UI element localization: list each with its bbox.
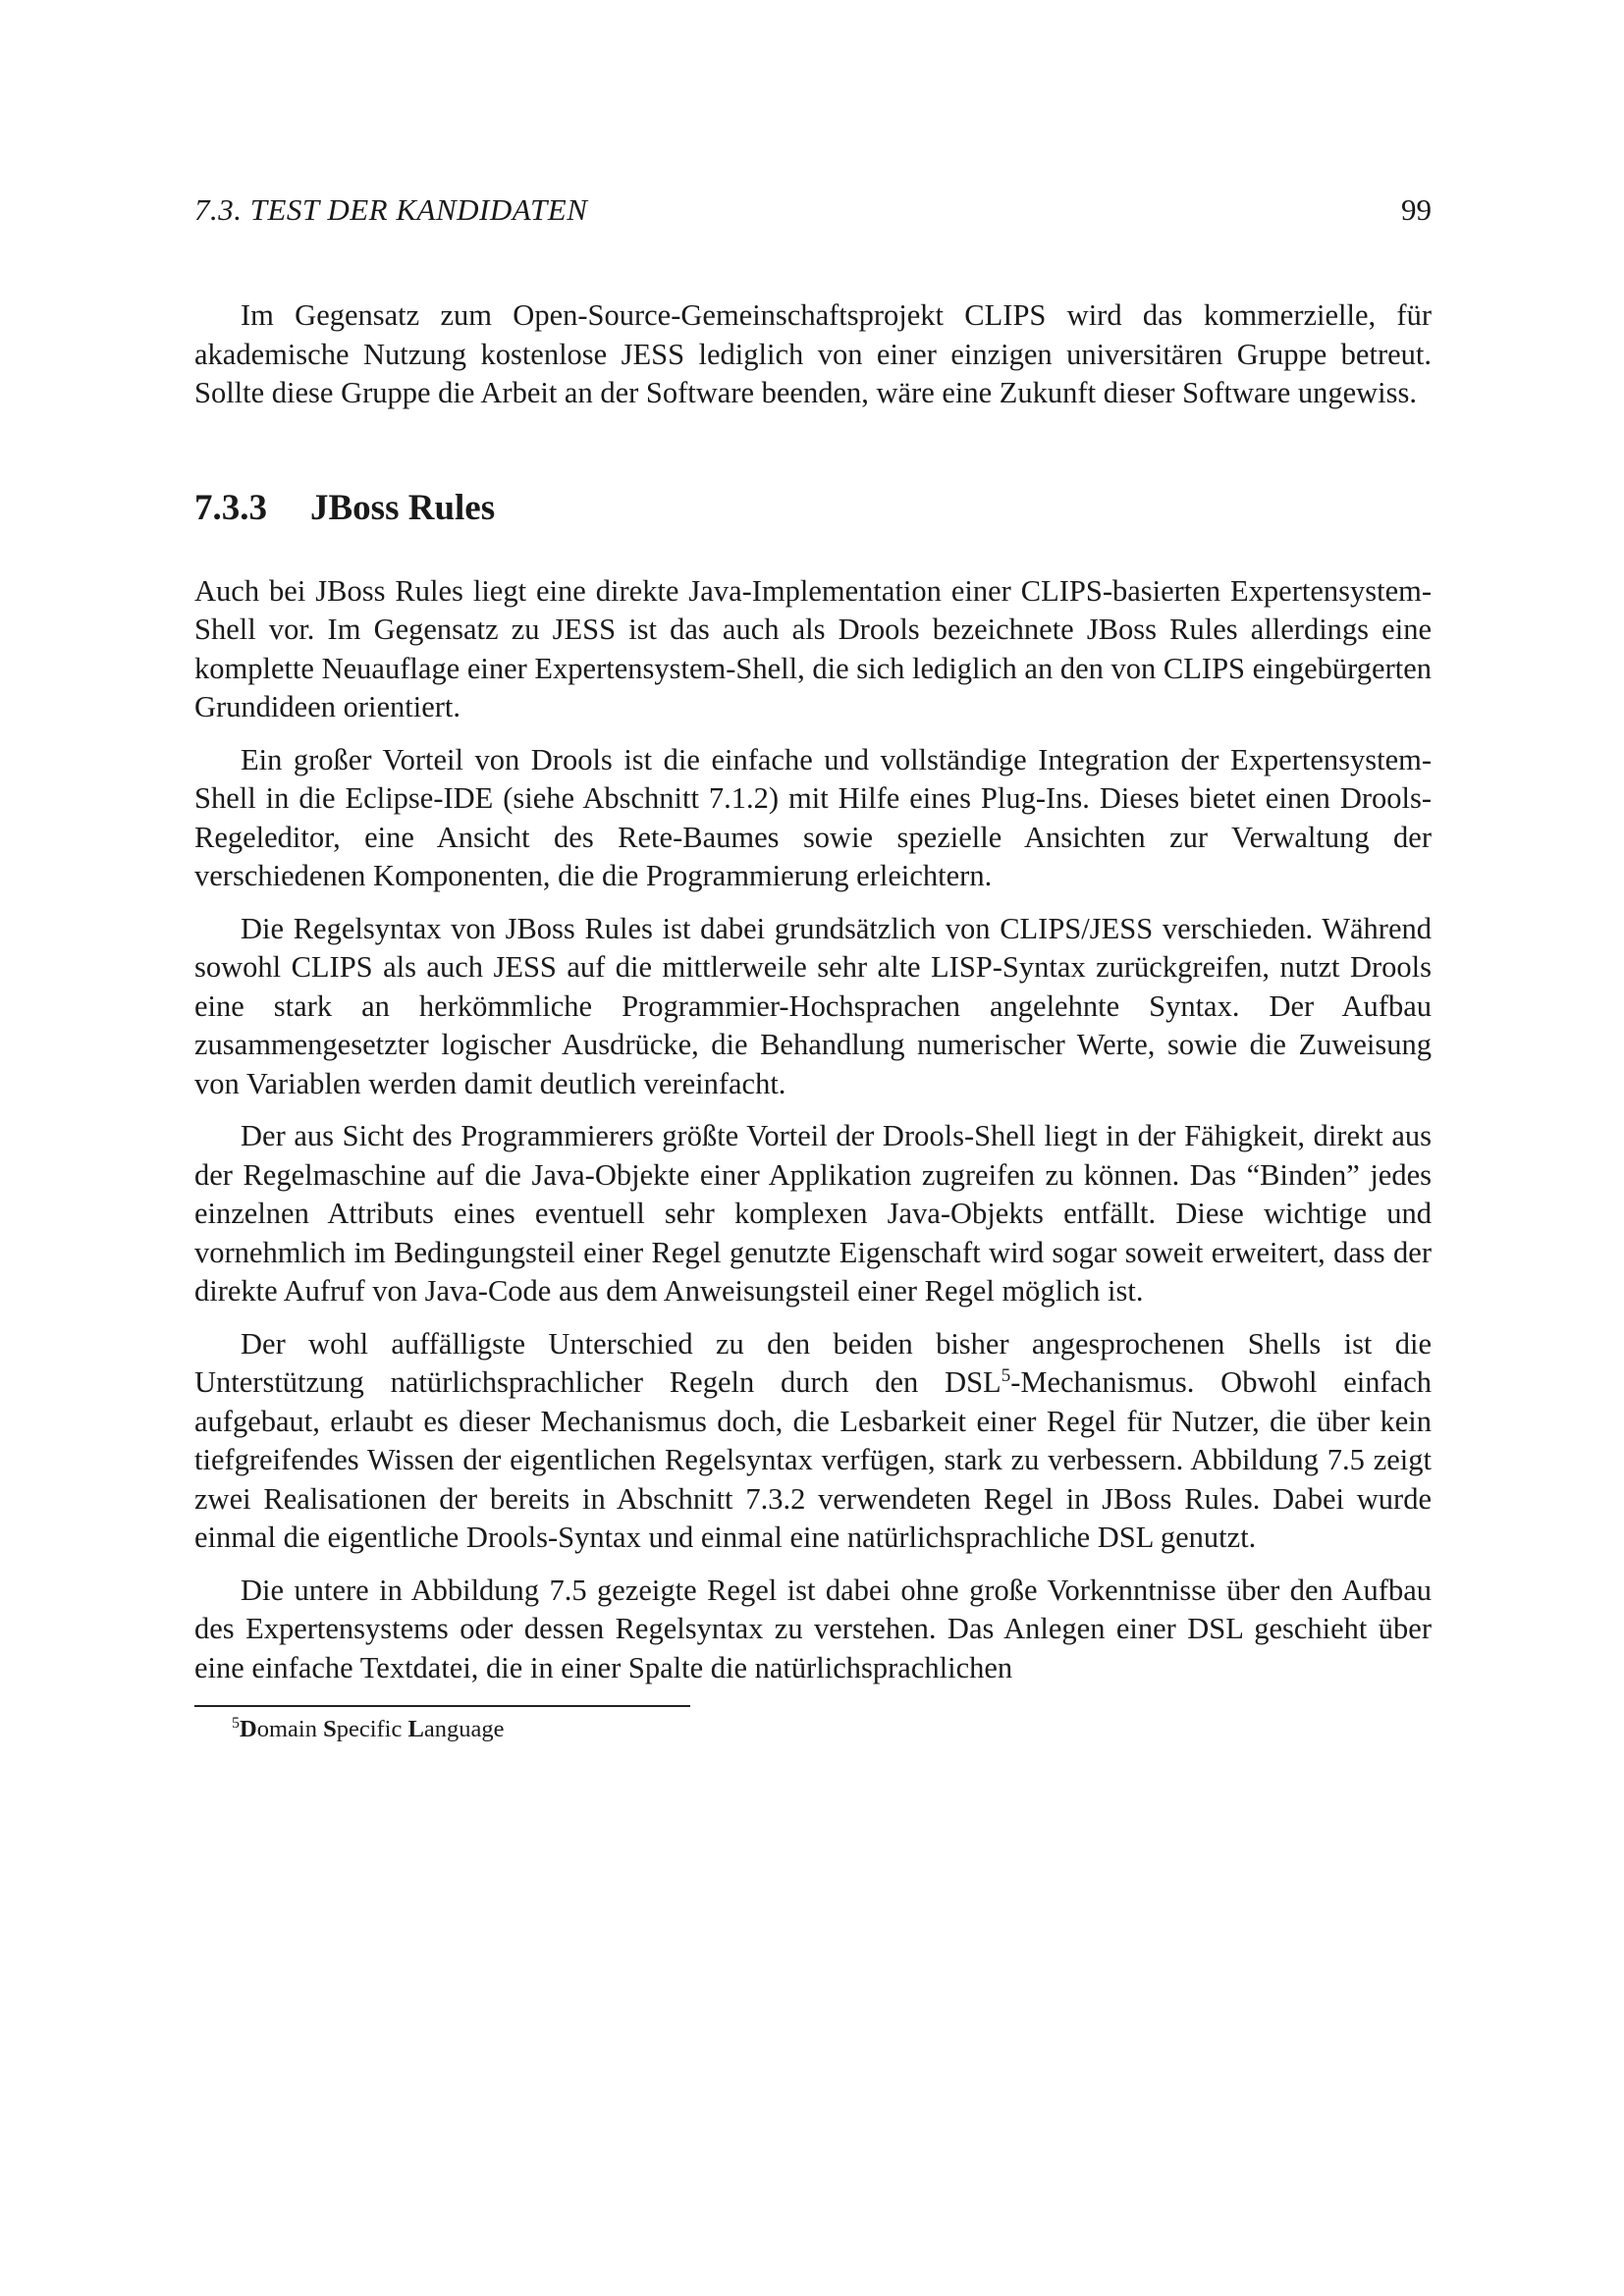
- section-title: JBoss Rules: [310, 487, 496, 528]
- dsl-text-before: Der wohl auffälligste Unterschied zu den beiden bisher angesprochenen Shells ist die Unterstützung natürlichsprachlicher Regeln durch den DSL: [194, 1326, 1432, 1399]
- dsl-text-after: -Mechanismus. Obwohl einfach aufgebaut, erlaubt es dieser Mechanismus doch, die Lesbarkeit einer Regel für Nutzer, die über kein tiefgreifendes Wissen der eigentlichen Regelsyntax verfügen, stark zu verbessern. Abbildung 7.5 zeigt zwei Realisationen der bereits in Abschnitt 7.3.2 verwendeten Regel in JBoss Rules. Dabei wurde einmal die eigentliche Drools-Syntax und einmal eine natürlichsprachliche DSL genutzt.: [194, 1365, 1432, 1554]
- paragraph-dsl: [194, 1325, 1432, 1558]
- section-number: 7.3.3: [194, 487, 267, 528]
- chapter-header-title: 7.3. TEST DER KANDIDATEN: [194, 192, 588, 227]
- paragraph-dsl-usage: Die untere in Abbildung 7.5 gezeigte Regel ist dabei ohne große Vorkenntnisse über den Aufbau des Expertensystems oder dessen Regelsyntax zu verstehen. Das Anlegen einer DSL geschieht über eine einfache Textdatei, die in einer Spalte die natürlichsprachlichen: [194, 1573, 1432, 1684]
- paragraph-drools-advantage: Ein großer Vorteil von Drools ist die einfache und vollständige Integration der Expertensystem-Shell in die Eclipse-IDE (siehe Abschnitt 7.1.2) mit Hilfe eines Plug-Ins. Dieses bietet einen Drools-Regeleditor, eine Ansicht des Rete-Baumes sowie spezielle Ansichten zur Verwaltung der verschiedenen Komponenten, die die Programmierung erleichtern.: [194, 742, 1432, 892]
- footnote-initial-s: S: [323, 1716, 337, 1742]
- footnote-divider: [194, 1705, 690, 1707]
- paragraph-jboss-intro: Auch bei JBoss Rules liegt eine direkte Java-Implementation einer CLIPS-basierten Expertensystem-Shell vor. Im Gegensatz zu JESS ist das auch als Drools bezeichnete JBoss Rules allerdings eine komplette Neuauflage einer Expertensystem-Shell, die sich lediglich an den von CLIPS eingebürgerten Grundideen orientiert.: [194, 573, 1432, 723]
- document-page: [194, 192, 1432, 1744]
- section-heading: [194, 487, 1432, 529]
- footnote-word-language: anguage: [423, 1716, 505, 1742]
- footnote-reference[interactable]: 5: [1001, 1364, 1011, 1386]
- paragraph-java-objects: Der aus Sicht des Programmierers größte Vorteil der Drools-Shell liegt in der Fähigkeit, direkt aus der Regelmaschine auf die Java-Objekte einer Applikation zugreifen zu können. Das “Binden” jedes einzelnen Attributs eines eventuell sehr komplexen Java-Objekts entfällt. Diese wichtige und vornehmlich im Bedingungsteil einer Regel genutzte Eigenschaft wird sogar soweit erweitert, dass der direkte Aufruf von Java-Code aus dem Anweisungsteil einer Regel möglich ist.: [194, 1119, 1432, 1308]
- footnote-initial-d: D: [240, 1716, 257, 1742]
- page-number: 99: [1401, 192, 1432, 227]
- footnote-initial-l: L: [407, 1716, 424, 1742]
- footnote: [194, 1715, 1432, 1744]
- intro-paragraph: Im Gegensatz zum Open-Source-Gemeinschaftsprojekt CLIPS wird das kommerzielle, für akademische Nutzung kostenlose JESS lediglich von einer einzigen universitären Gruppe betreut. Sollte diese Gruppe die Arbeit an der Software beenden, wäre eine Zukunft dieser Software ungewiss.: [194, 298, 1432, 409]
- running-header: [194, 192, 1432, 236]
- paragraph-rule-syntax: Die Regelsyntax von JBoss Rules ist dabei grundsätzlich von CLIPS/JESS verschieden. Während sowohl CLIPS als auch JESS auf die mittlerweile sehr alte LISP-Syntax zurückgreifen, nutzt Drools eine stark an herkömmliche Programmier-Hochsprachen angelehnte Syntax. Der Aufbau zusammengesetzter logischer Ausdrücke, die Behandlung numerischer Werte, sowie die Zuweisung von Variablen werden damit deutlich vereinfacht.: [194, 911, 1432, 1100]
- footnote-word-specific: pecific: [336, 1716, 408, 1742]
- footnote-mark: 5: [232, 1714, 240, 1732]
- footnote-word-domain: omain: [256, 1716, 324, 1742]
